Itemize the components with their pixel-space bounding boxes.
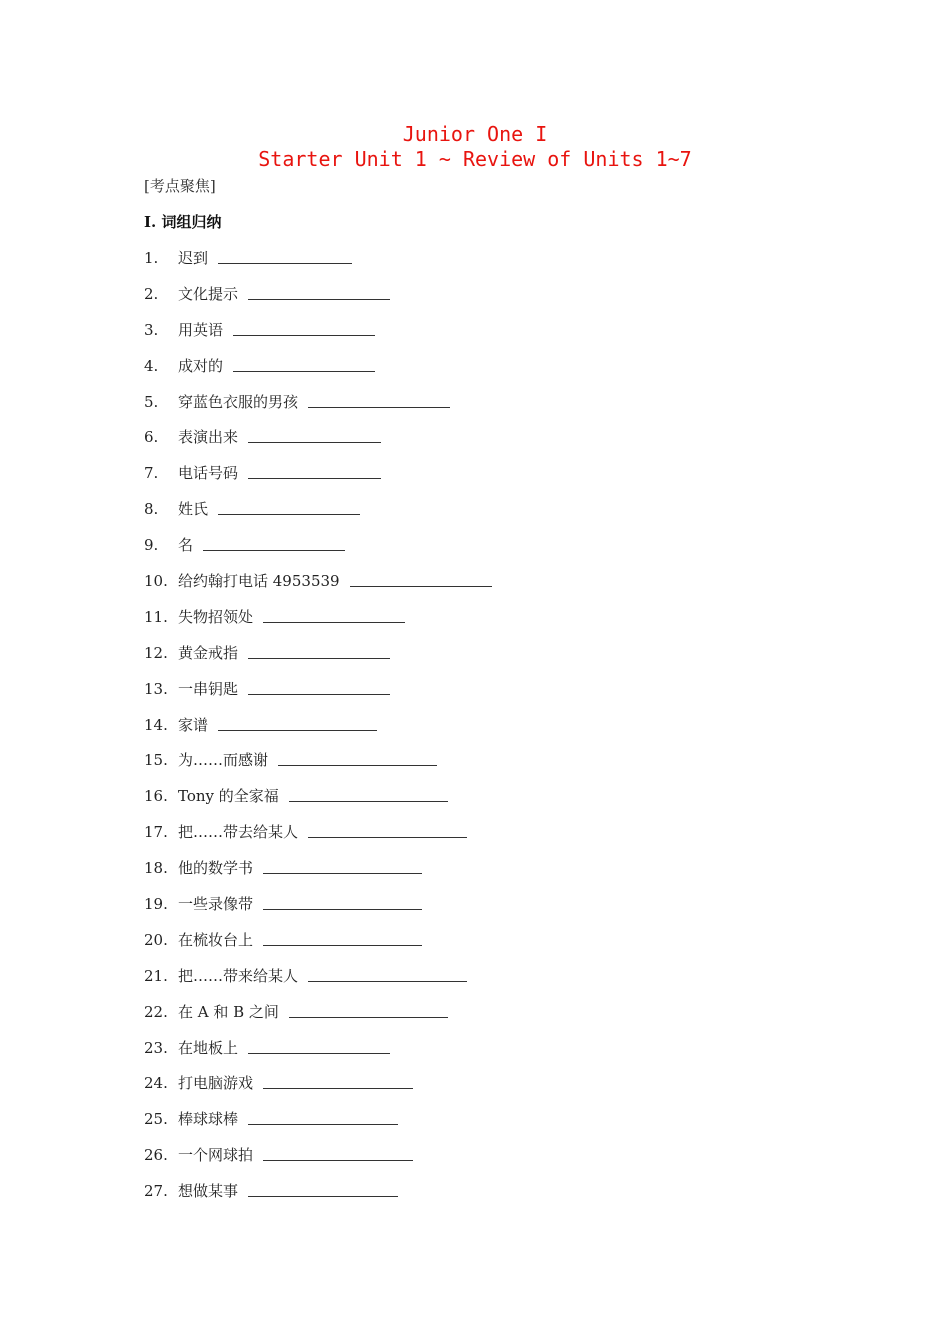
item-prompt: 棒球球棒 — [178, 1110, 239, 1129]
answer-blank[interactable] — [263, 1073, 413, 1089]
item-number: 1. — [144, 249, 159, 267]
item-prompt: 家谱 — [178, 715, 209, 734]
answer-blank[interactable] — [248, 427, 381, 443]
item-prompt: 一串钥匙 — [178, 679, 239, 698]
section-tag: [考点聚焦] — [144, 177, 216, 195]
answer-blank[interactable] — [203, 535, 345, 551]
answer-blank[interactable] — [308, 966, 467, 982]
list-item — [144, 356, 764, 392]
answer-blank[interactable] — [218, 715, 377, 731]
list-item — [144, 320, 764, 356]
item-prompt: 姓氏 — [178, 500, 209, 519]
list-item — [144, 607, 764, 643]
answer-blank[interactable] — [248, 1038, 390, 1054]
item-prompt: 用英语 — [178, 320, 224, 339]
list-item — [144, 679, 764, 715]
list-item — [144, 715, 764, 751]
list-item — [144, 1145, 764, 1181]
list-item — [144, 966, 764, 1002]
list-item — [144, 571, 764, 607]
item-prompt: 成对的 — [178, 356, 224, 375]
list-item — [144, 894, 764, 930]
item-prompt: 给约翰打电话 4953539 — [178, 572, 340, 591]
answer-blank[interactable] — [289, 786, 448, 802]
title-line-2: Starter Unit 1 ~ Review of Units 1~7 — [258, 147, 692, 171]
item-number: 13. — [144, 679, 168, 698]
item-prompt: 把……带来给某人 — [178, 966, 299, 985]
item-number: 14. — [144, 715, 168, 734]
item-prompt: 文化提示 — [178, 284, 239, 303]
item-prompt: 打电脑游戏 — [178, 1074, 254, 1093]
phrase-list — [144, 248, 764, 1217]
list-item — [144, 427, 764, 463]
list-item — [144, 499, 764, 535]
list-item — [144, 463, 764, 499]
list-item — [144, 1038, 764, 1074]
answer-blank[interactable] — [248, 284, 390, 300]
item-prompt: 想做某事 — [178, 1182, 239, 1201]
item-number: 8. — [144, 500, 159, 519]
answer-blank[interactable] — [263, 894, 422, 910]
answer-blank[interactable] — [289, 1002, 448, 1018]
item-prompt: 在地板上 — [178, 1038, 239, 1057]
list-item — [144, 750, 764, 786]
item-number: 24. — [144, 1074, 168, 1093]
answer-blank[interactable] — [350, 571, 492, 587]
item-number: 15. — [144, 751, 168, 770]
list-item — [144, 1002, 764, 1038]
answer-blank[interactable] — [233, 356, 375, 372]
answer-blank[interactable] — [308, 822, 467, 838]
item-prompt: 一些录像带 — [178, 895, 254, 914]
item-prompt: 把……带去给某人 — [178, 823, 299, 842]
answer-blank[interactable] — [248, 679, 390, 695]
item-number: 7. — [144, 464, 159, 483]
item-prompt: 穿蓝色衣服的男孩 — [178, 392, 299, 411]
item-number: 23. — [144, 1038, 168, 1057]
list-item — [144, 392, 764, 428]
answer-blank[interactable] — [263, 858, 422, 874]
item-number: 19. — [144, 895, 168, 914]
item-prompt: 一个网球拍 — [178, 1146, 254, 1165]
answer-blank[interactable] — [248, 463, 381, 479]
answer-blank[interactable] — [218, 248, 352, 264]
answer-blank[interactable] — [278, 750, 437, 766]
document-title — [0, 122, 950, 172]
answer-blank[interactable] — [263, 930, 422, 946]
item-prompt: 名 — [178, 536, 194, 555]
item-number: 9. — [144, 536, 159, 555]
item-number: 22. — [144, 1002, 168, 1021]
item-number: 12. — [144, 643, 168, 662]
list-item — [144, 858, 764, 894]
answer-blank[interactable] — [308, 392, 450, 408]
title-line-1: Junior One I — [402, 122, 548, 146]
item-number: 21. — [144, 966, 168, 985]
answer-blank[interactable] — [218, 499, 360, 515]
item-number: 17. — [144, 823, 168, 842]
item-prompt: 在梳妆台上 — [178, 930, 254, 949]
answer-blank[interactable] — [263, 1145, 413, 1161]
list-item — [144, 786, 764, 822]
list-item — [144, 822, 764, 858]
item-prompt: 迟到 — [178, 249, 209, 267]
item-number: 25. — [144, 1110, 168, 1129]
answer-blank[interactable] — [233, 320, 375, 336]
item-number: 27. — [144, 1182, 168, 1201]
list-item — [144, 248, 764, 284]
answer-blank[interactable] — [248, 1181, 398, 1197]
list-item — [144, 930, 764, 966]
item-prompt: 黄金戒指 — [178, 643, 239, 662]
list-item — [144, 284, 764, 320]
item-number: 6. — [144, 428, 159, 447]
list-item — [144, 1181, 764, 1217]
answer-blank[interactable] — [248, 643, 390, 659]
item-number: 5. — [144, 392, 159, 411]
item-number: 18. — [144, 859, 168, 878]
item-prompt: 表演出来 — [178, 428, 239, 447]
item-prompt: 电话号码 — [178, 464, 239, 483]
list-item — [144, 1109, 764, 1145]
section-heading: I. 词组归纳 — [144, 213, 222, 231]
item-number: 4. — [144, 356, 159, 375]
list-item — [144, 643, 764, 679]
answer-blank[interactable] — [263, 607, 405, 623]
item-number: 2. — [144, 284, 159, 303]
item-prompt: 他的数学书 — [178, 859, 254, 878]
item-number: 20. — [144, 930, 168, 949]
item-number: 16. — [144, 787, 168, 806]
list-item — [144, 535, 764, 571]
answer-blank[interactable] — [248, 1109, 398, 1125]
item-number: 26. — [144, 1146, 168, 1165]
list-item — [144, 1073, 764, 1109]
item-number: 3. — [144, 320, 159, 339]
item-number: 11. — [144, 607, 168, 626]
item-prompt: Tony 的全家福 — [178, 787, 279, 806]
item-prompt: 在 A 和 B 之间 — [178, 1002, 279, 1021]
item-prompt: 失物招领处 — [178, 607, 254, 626]
item-prompt: 为……而感谢 — [178, 751, 269, 770]
item-number: 10. — [144, 572, 168, 591]
